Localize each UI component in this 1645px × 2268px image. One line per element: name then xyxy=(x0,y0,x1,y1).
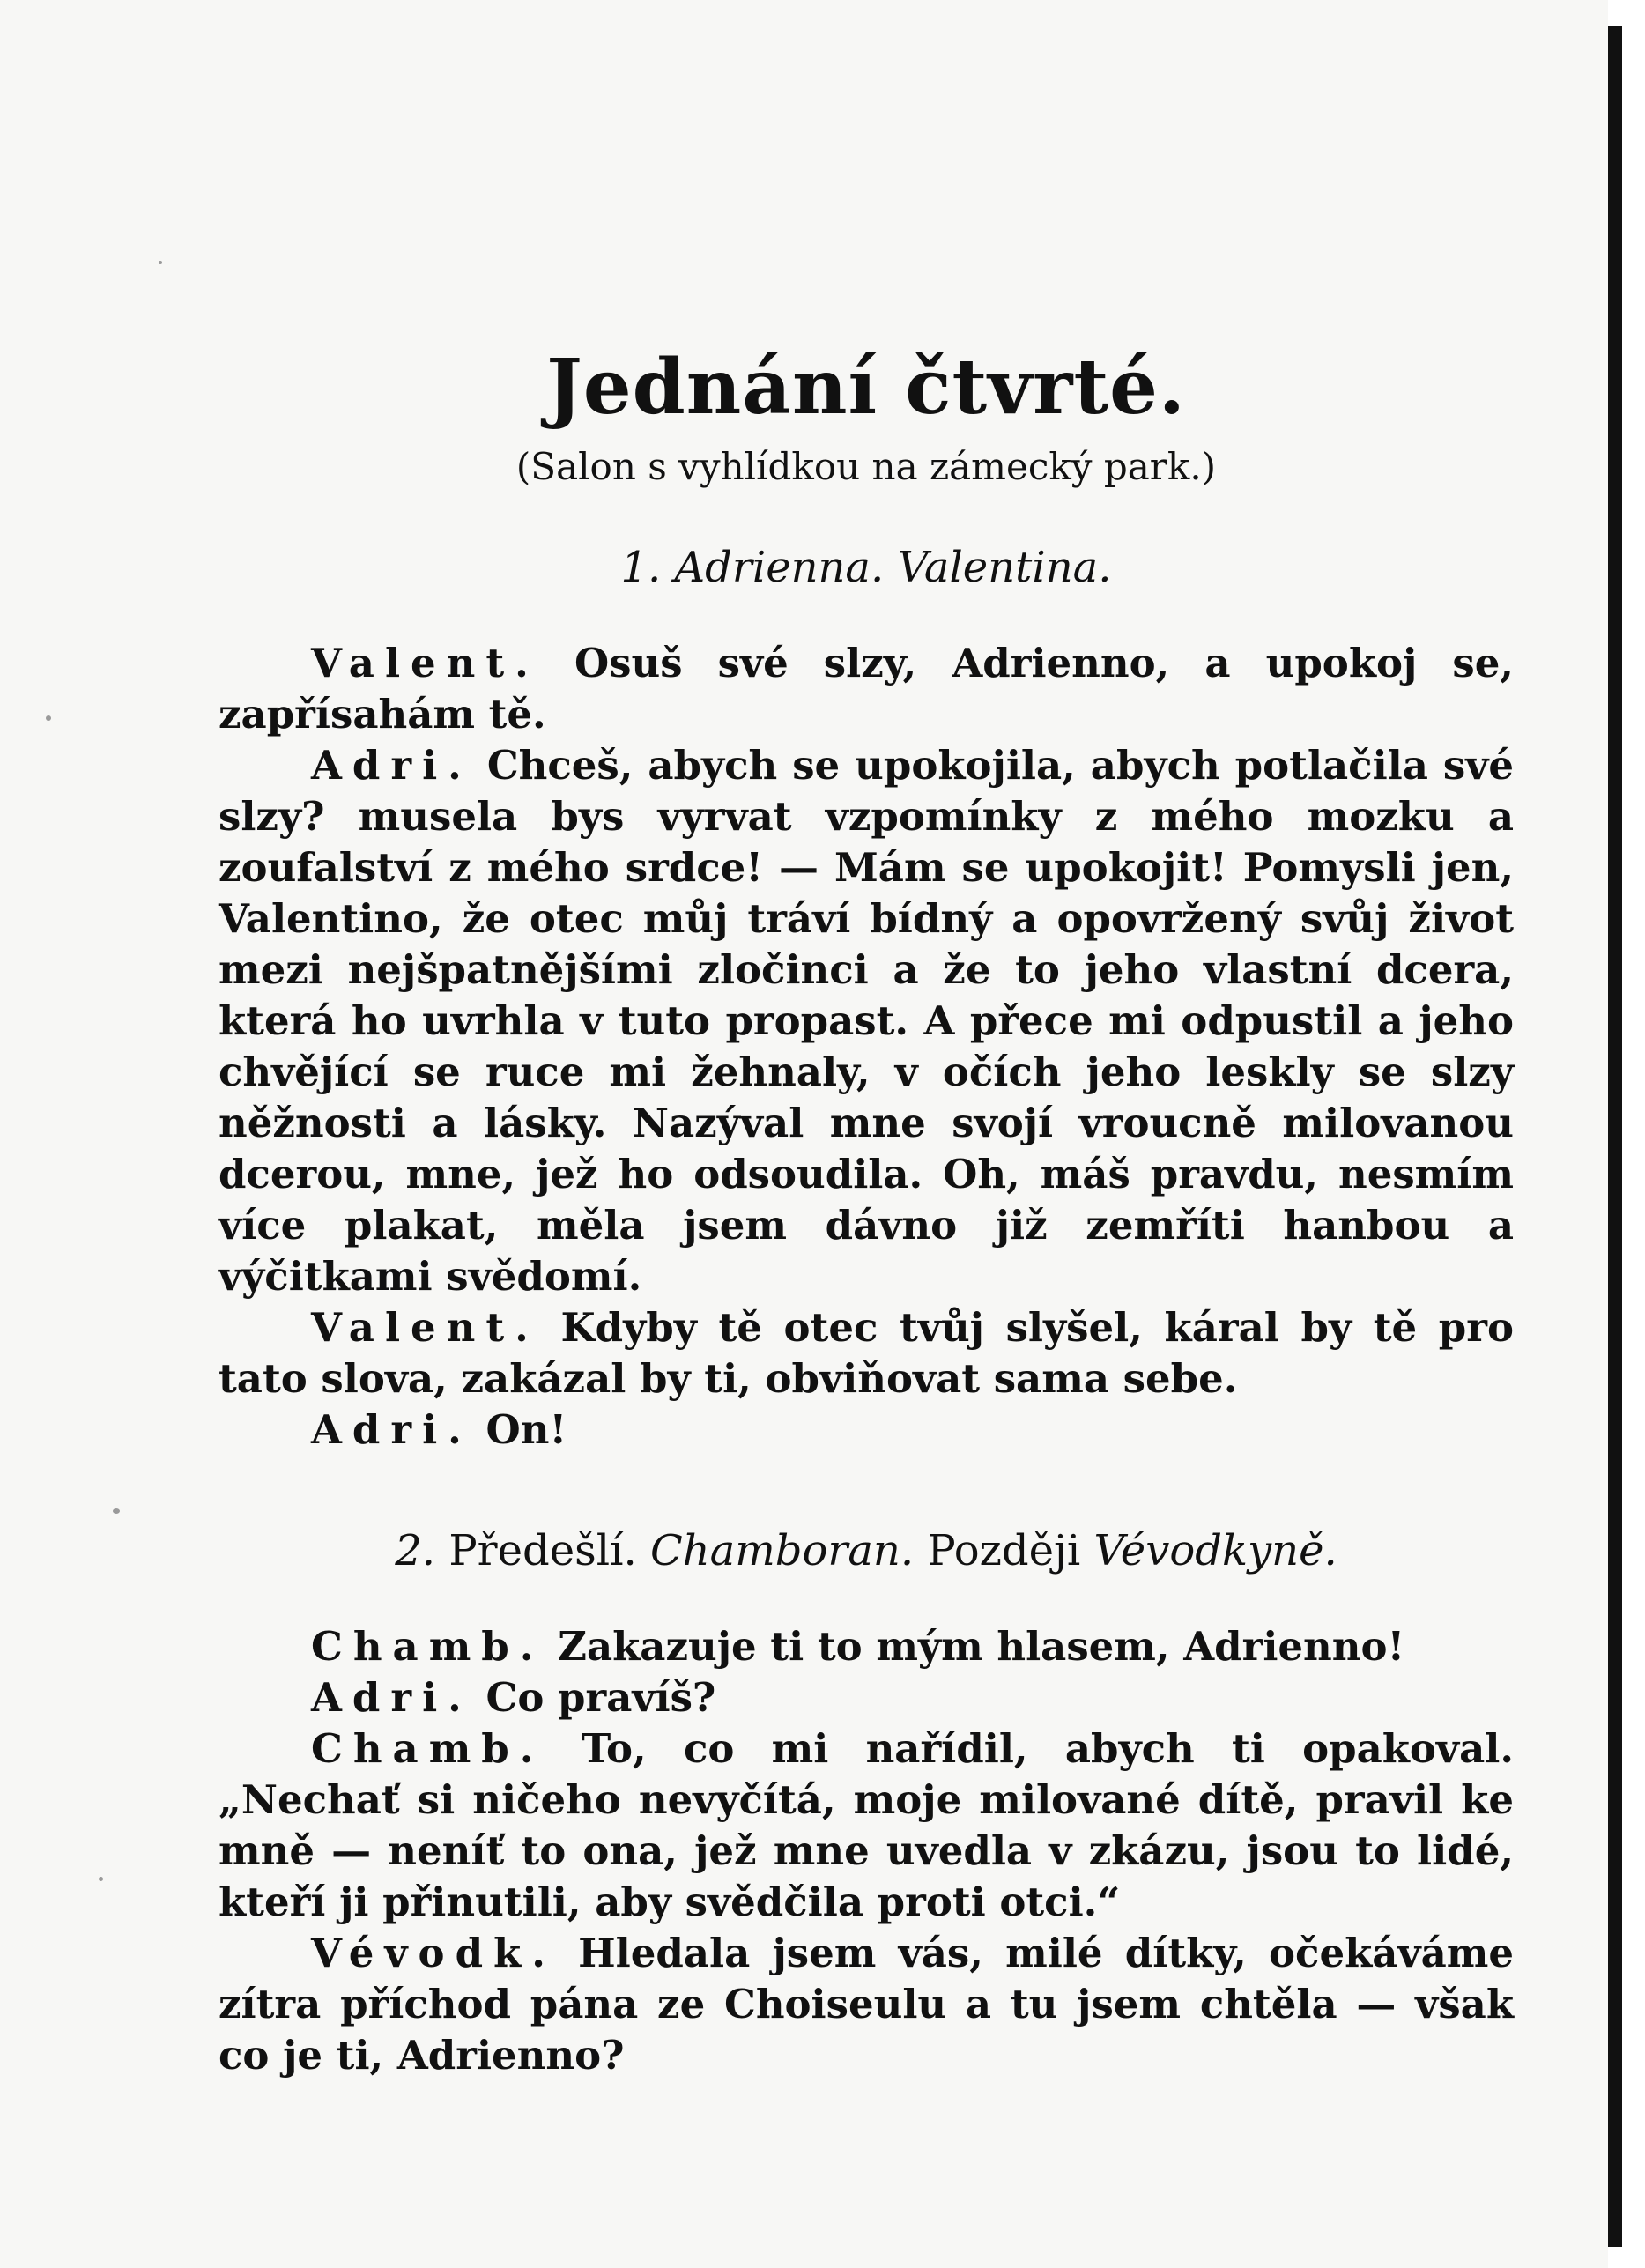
paper-speck xyxy=(159,261,162,264)
speech-text: Chceš, abych se upokojila, abych potlačila své slzy? musela bys vyrvat vzpomínky z mého mozku a zoufalství z mého srdce! — Mám se upokojit! Pomysli jen, Valentino, že otec můj tráví bídný a opovržený svůj život mezi nejšpatnějšími zločinci a že to jeho vlastní dcera, která ho uvrhla v tuto propast. A přece mi odpustil a jeho chvějící se ruce mi žehnaly, v očích jeho leskly se slzy něžnosti a lásky. Nazýval mne svojí vroucně milovanou dcerou, mne, jež ho odsoudila. Oh, máš pravdu, nesmím více plakat, měla jsem dávno již zemříti hanbou a výčitkami svědomí. xyxy=(219,742,1514,1300)
speech-text: Kdyby tě otec tvůj slyšel, káral by tě pro tato slova, zakázal by ti, obviňovat sama sebe. xyxy=(219,1304,1514,1402)
scene-character: Vévodkyně. xyxy=(1093,1526,1337,1575)
paper-speck xyxy=(46,715,51,721)
speech-text: Zakazuje ti to mým hlasem, Adrienno! xyxy=(558,1623,1405,1670)
speech xyxy=(219,740,1514,1302)
scene-2-heading xyxy=(219,1524,1514,1577)
scene-1-heading xyxy=(219,541,1514,594)
scene-character: Chamboran. xyxy=(649,1526,915,1575)
act-title: Jednání čtvrté. xyxy=(546,343,1186,432)
speaker-name: Valent. xyxy=(311,1304,539,1351)
speech-text: To, co mi nařídil, abych ti opakoval. „Nechať si ničeho nevyčítá, moje milované dítě, pravil ke mně — neníť to ona, jež mne uvedla v zkázu, jsou to lidé, kteří ji přinutili, aby svědčila proti otci.“ xyxy=(219,1725,1515,1925)
speech xyxy=(219,1672,1514,1723)
speaker-name: Chamb. xyxy=(311,1725,545,1772)
scene-number: 2. xyxy=(395,1526,436,1575)
scene-number: 1. xyxy=(620,543,662,592)
paper-speck xyxy=(113,1508,120,1514)
speaker-name: Vévodk. xyxy=(311,1930,556,1976)
speech xyxy=(219,1405,1514,1456)
speaker-name: Valent. xyxy=(311,640,539,686)
speech-text: Osuš své slzy, Adrienno, a upokoj se, zapřísahám tě. xyxy=(219,640,1515,737)
scene-connector: Později xyxy=(927,1526,1081,1575)
page-edge-binding xyxy=(1608,0,1645,2268)
speech-text: On! xyxy=(485,1406,567,1453)
speaker-name: Chamb. xyxy=(311,1623,545,1670)
paper-speck xyxy=(99,1877,103,1881)
scene-character: Adrienna. xyxy=(674,543,885,592)
speaker-name: Adri. xyxy=(311,1406,472,1453)
speech-text: Hledala jsem vás, milé dítky, očekáváme zítra příchod pána ze Choiseulu a tu jsem chtěla — však co je ti, Adrienno? xyxy=(219,1930,1514,2079)
stage-setting: (Salon s vyhlídkou na zámecký park.) xyxy=(515,445,1217,488)
speech xyxy=(219,1928,1514,2081)
speech-text: Co pravíš? xyxy=(485,1674,716,1721)
speech xyxy=(219,1302,1514,1405)
speaker-name: Adri. xyxy=(311,1674,472,1721)
scene-character: Předešlí. xyxy=(448,1526,637,1575)
speech xyxy=(219,1621,1514,1672)
scene-character: Valentina. xyxy=(897,543,1112,592)
speech xyxy=(219,1723,1514,1928)
speaker-name: Adri. xyxy=(311,742,472,789)
page-text xyxy=(219,344,1514,2081)
speech xyxy=(219,638,1514,740)
